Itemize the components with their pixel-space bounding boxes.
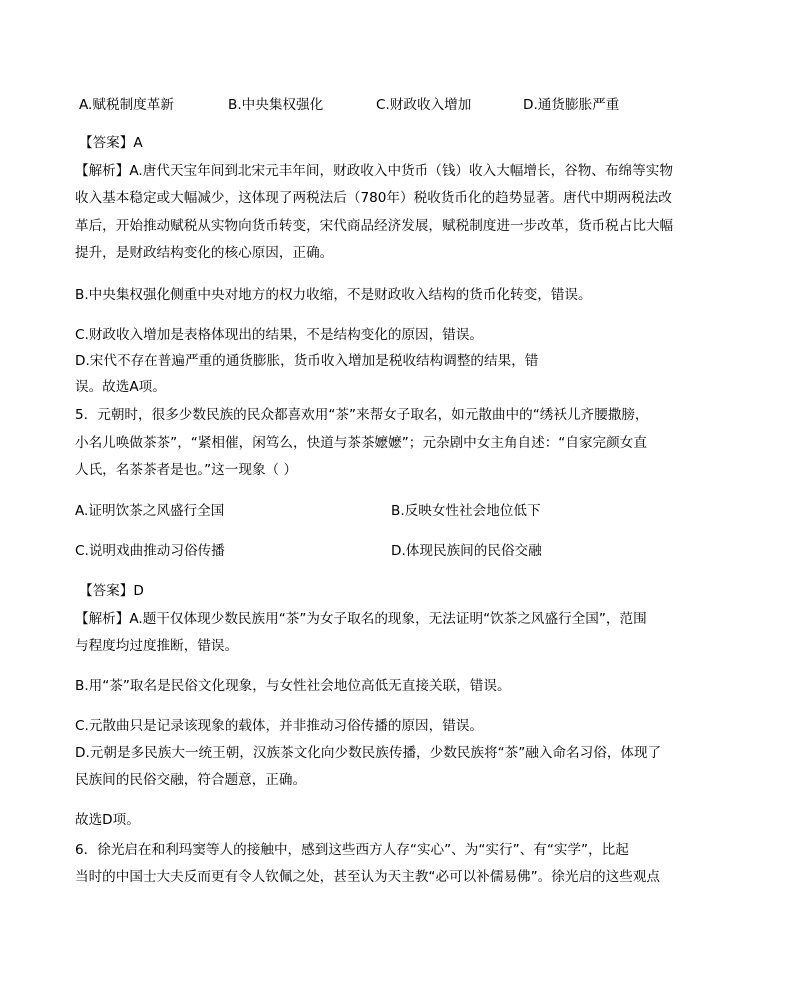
q4-analysis-line: 误。故选A项。 [75,379,166,395]
q4-analysis-line: 【解析】A.唐代天宝年间到北宋元丰年间，财政收入中货币（钱）收入大幅增长，谷物、布绵等实物 [75,163,673,179]
q4-analysis-line: 收入基本稳定或大幅减少，这体现了两税法后（780年）税收货币化的趋势显著。唐代中期两税法改 [75,190,672,206]
q5-analysis-line: 【解析】A.题干仅体现少数民族用“茶”为女子取名的现象，无法证明“饮茶之风盛行全国”，范围 [75,611,647,627]
q4-option-a: A.赋税制度革新 [79,97,174,113]
q5-analysis-line: C.元散曲只是记录该现象的载体，并非推动习俗传播的原因，错误。 [75,718,484,734]
q4-analysis-line: 革后，开始推动赋税从实物向货币转变，宋代商品经济发展，赋税制度进一步改革，货币税占比大幅 [75,218,674,234]
q5-analysis-line: 与程度均过度推断，错误。 [75,638,239,654]
q6-stem-line: 当时的中国士大夫反而更有令人钦佩之处，甚至认为天主教“必可以补儒易佛”。徐光启的这些观点 [75,869,661,885]
q4-analysis-line: B.中央集权强化侧重中央对地方的权力收缩，不是财政收入结构的货币化转变，错误。 [75,287,592,303]
q5-option-d: D.体现民族间的民俗交融 [391,543,542,559]
q4-option-b: B.中央集权强化 [228,97,324,113]
q5-analysis-line: 故选D项。 [75,812,140,828]
q5-option-b: B.反映女性社会地位低下 [391,503,541,519]
q4-answer: 【答案】A [79,135,143,151]
q4-analysis-line: D.宋代不存在普遍严重的通货膨胀，货币收入增加是税收结构调整的结果，错 [75,353,539,369]
q4-analysis-line: 提升，是财政结构变化的核心原因，正确。 [75,245,334,261]
q4-analysis-line: C.财政收入增加是表格体现出的结果，不是结构变化的原因，错误。 [75,327,484,343]
q6-stem-line: 6．徐光启在和利玛窦等人的接触中，感到这些西方人存“实心”、为“实行”、有“实学”，比起 [75,842,629,858]
q5-answer: 【答案】D [79,583,144,599]
q5-option-c: C.说明戏曲推动习俗传播 [75,543,225,559]
q5-analysis-line: D.元朝是多民族大一统王朝，汉族茶文化向少数民族传播，少数民族将“茶”融入命名习俗，体现了 [75,745,662,761]
q5-option-a: A.证明饮茶之风盛行全国 [75,503,225,519]
q4-option-d: D.通货膨胀严重 [523,97,620,113]
q5-stem-line: 小名儿唤做茶茶”，“紧相催，闲笃么，快道与茶茶嬷嬷”；元杂剧中女主角自述：“自家完颜女直 [75,435,647,451]
q5-stem-line: 人氏，名茶茶者是也。”这一现象（ ） [75,462,298,478]
q4-option-c: C.财政收入增加 [376,97,472,113]
q5-analysis-line: 民族间的民俗交融，符合题意，正确。 [75,772,307,788]
q5-analysis-line: B.用“茶”取名是民俗文化现象，与女性社会地位高低无直接关联，错误。 [75,678,511,694]
q5-stem-line: 5．元朝时，很多少数民族的民众都喜欢用“茶”来帮女子取名，如元散曲中的“绣袄儿齐腰撒膀， [75,407,649,423]
